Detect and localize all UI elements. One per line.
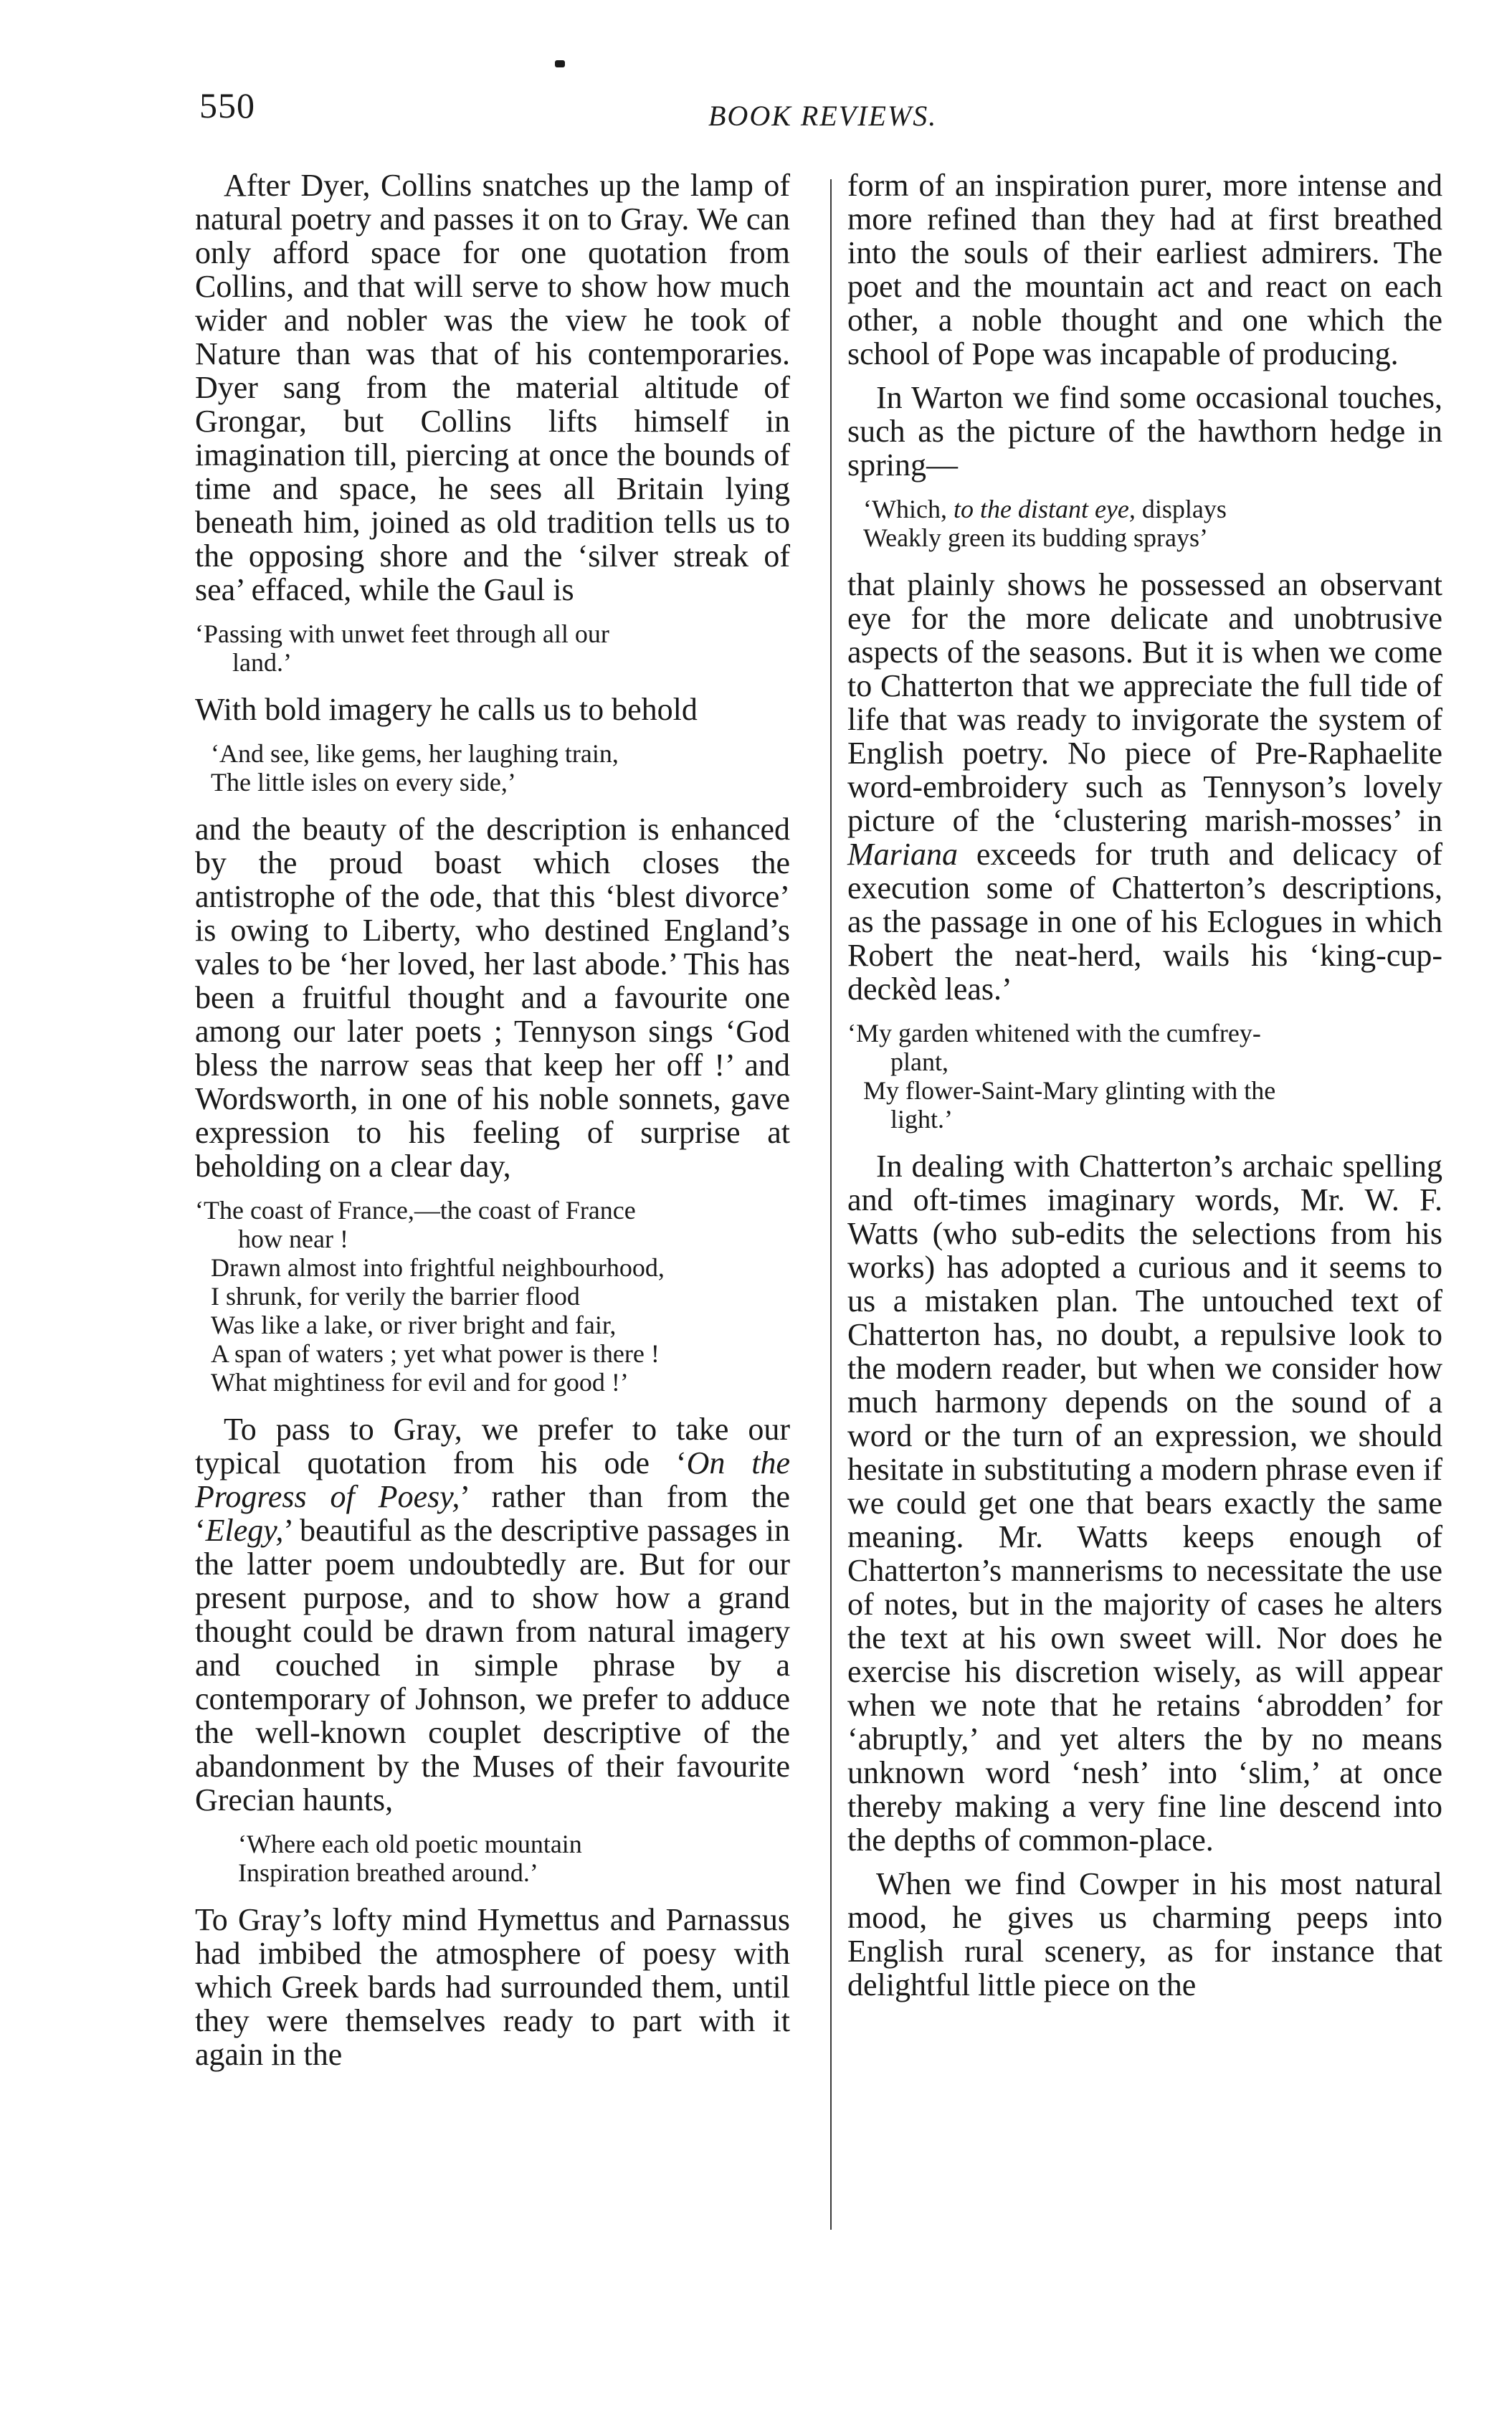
verse-line: light.’	[890, 1105, 953, 1134]
verse-quotation	[195, 1196, 790, 1397]
paragraph: and the beauty of the description is enhanced by the proud boast which closes the antistrophe of the ode, that this ‘blest divorce’ is owing to Liberty, who destined England’s vales to be ‘her loved, her last abode.’ This has been a fruitful thought and a favourite one among our later poets ; Tennyson sings ‘God bless the narrow seas that keep her off !’ and Wordsworth, in one of his noble sonnets, gave expression to his feeling of surprise at beholding on a clear day,	[195, 812, 790, 1184]
verse-quotation	[847, 495, 1442, 552]
verse-line: Weakly green its budding sprays’	[863, 523, 1208, 552]
verse-line: land.’	[232, 648, 292, 677]
poem-title: Mariana	[847, 837, 958, 872]
verse-line: ‘Where each old poetic mountain	[238, 1830, 582, 1858]
verse-quotation	[195, 739, 790, 797]
ink-mark	[555, 60, 565, 67]
paragraph: After Dyer, Collins snatches up the lamp of natural poetry and passes it on to Gray. We can only afford space for one quotation from Collins, and that will serve to show how much wider and nobler was the view he took of Nature than was that of his contemporaries. Dyer sang from the material altitude of Grongar, but Collins lifts himself in imagination till, piercing at once the bounds of time and space, he sees all Britain lying beneath him, joined as old tradition tells us to the opposing shore and the ‘silver streak of sea’ effaced, while the Gaul is	[195, 168, 790, 607]
verse-line: ‘The coast of France,—the coast of France	[195, 1196, 636, 1225]
text-run: that plainly shows he possessed an observant eye for the more delicate and unobtrusive aspects of the seasons. But it is when we come to Chatterton that we appreciate the full tide of life that was ready to invigorate the system of English poetry. No piece of Pre-Raphaelite word-embroidery such as Tennyson’s lovely picture of the ‘clustering marish-mosses’ in	[847, 567, 1442, 838]
verse-line: how near !	[238, 1225, 348, 1253]
running-head: BOOK REVIEWS.	[708, 100, 938, 132]
verse-quotation	[195, 619, 790, 677]
verse-line: The little isles on every side,’	[211, 768, 516, 797]
paragraph	[847, 568, 1442, 1006]
paragraph: To Gray’s lofty mind Hymettus and Parnassus had imbibed the atmosphere of poesy with which Greek bards had surrounded them, until they were themselves ready to part with it again in the	[195, 1902, 790, 2072]
verse-line: Inspiration breathed around.’	[238, 1858, 538, 1887]
verse-quotation	[847, 1019, 1442, 1134]
verse-line: What mightiness for evil and for good !’	[211, 1368, 629, 1397]
column-rule	[830, 179, 832, 2230]
verse-line: ‘And see, like gems, her laughing train,	[211, 739, 619, 768]
verse-line: ‘Passing with unwet feet through all our	[195, 619, 609, 648]
right-column	[847, 168, 1442, 2012]
text-run: ’ beautiful as the descriptive passages in the latter poem undoubtedly are. But for our present purpose, and to show how a grand thought could be drawn from natural imagery and couched in simple phrase by a contemporary of Johnson, we prefer to adduce the well-known couplet descriptive of the abandonment by the Muses of their favourite Grecian haunts,	[195, 1513, 790, 1817]
verse-line: My flower-Saint-Mary glinting with the	[863, 1076, 1276, 1105]
verse-line: I shrunk, for verily the barrier flood	[211, 1282, 580, 1311]
text-run: To pass to Gray, we prefer to take our typical quotation from his ode ‘	[195, 1412, 790, 1481]
text-run: exceeds for truth and delicacy of execution some of Chatterton’s descriptions, as the passage in one of his Eclogues in which Robert the neat-herd, wails his ‘king-cup-deckèd leas.’	[847, 837, 1442, 1007]
verse-line: ‘My garden whitened with the cumfrey-	[847, 1019, 1261, 1047]
paragraph: In Warton we find some occasional touches, such as the picture of the hawthorn hedge in spring—	[847, 380, 1442, 483]
verse-quotation	[195, 1830, 790, 1887]
italic-phrase: to the distant eye,	[953, 495, 1136, 523]
poem-title: On the Progress of Poesy,	[195, 1445, 791, 1514]
text-run: displays	[1135, 495, 1227, 523]
text-run: ’ rather than from the ‘	[195, 1479, 790, 1548]
verse-line	[847, 495, 1442, 523]
paragraph: In dealing with Chatterton’s archaic spelling and oft-times imaginary words, Mr. W. F. Watts (who sub-edits the selections from his works) has adopted a curious and it seems to us a mistaken plan. The untouched text of Chatterton has, no doubt, a repulsive look to the modern reader, but when we consider how much harmony depends on the sound of a word or the turn of an expression, we should hesitate in substituting a modern phrase even if we could get one that bears exactly the same meaning. Mr. Watts keeps enough of Chatterton’s mannerisms to necessitate the use of notes, but in the majority of cases he alters the text at his own sweet will. Nor does he exercise his discretion wisely, as will appear when we note that he retains ‘abrodden’ for ‘abruptly,’ and yet alters the by no means unknown word ‘nesh’ into ‘slim,’ at once thereby making a very fine line descend into the depths of common-place.	[847, 1149, 1442, 1858]
poem-title: Elegy,	[205, 1513, 284, 1548]
paragraph: With bold imagery he calls us to behold	[195, 692, 698, 727]
paragraph	[195, 1412, 790, 1817]
left-column	[195, 168, 790, 2081]
verse-line: Was like a lake, or river bright and fair,	[211, 1311, 617, 1339]
verse-line: Drawn almost into frightful neighbourhood,	[211, 1253, 665, 1282]
paragraph: form of an inspiration purer, more intense and more refined than they had at first breathed into the souls of their earliest admirers. The poet and the mountain act and react on each other, a noble thought and one which the school of Pope was incapable of producing.	[847, 168, 1442, 371]
page-number: 550	[199, 85, 255, 125]
verse-line: A span of waters ; yet what power is there !	[211, 1339, 660, 1368]
paragraph: When we find Cowper in his most natural mood, he gives us charming peeps into English rural scenery, as for instance that delightful little piece on the	[847, 1866, 1442, 2002]
text-run: ‘Which,	[863, 495, 954, 523]
verse-line: plant,	[890, 1047, 948, 1076]
